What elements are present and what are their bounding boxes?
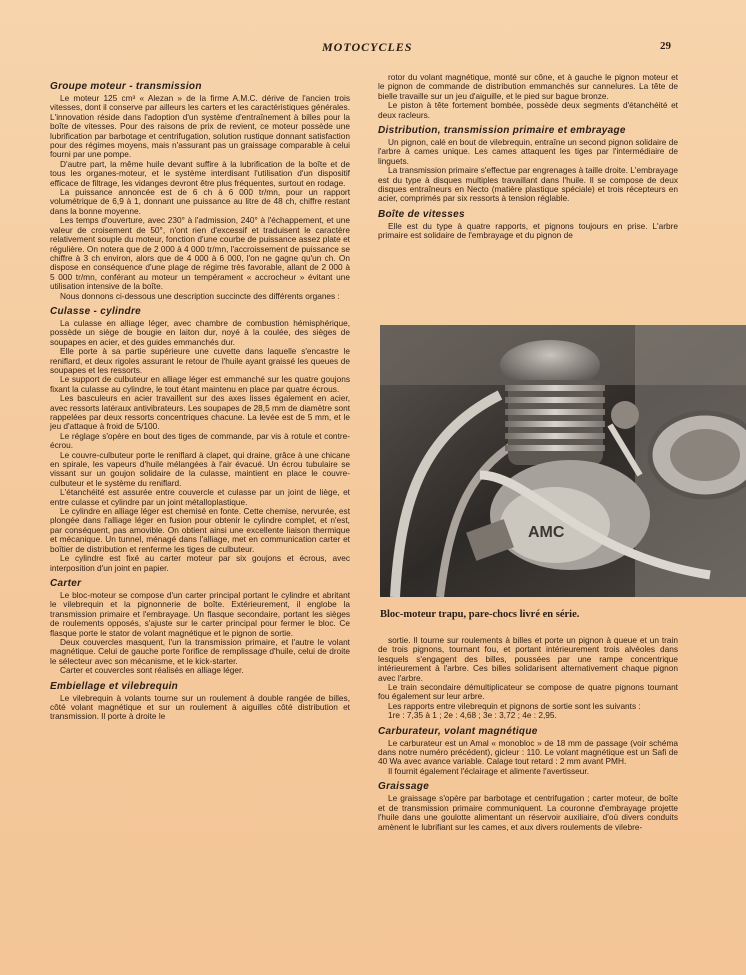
paragraph: Le piston à tête fortement bombée, possède deux segments d'étanchéité et deux racleurs. <box>378 100 678 120</box>
paragraph: Elle porte à sa partie supérieure une cuvette dans laquelle s'encastre le reniflard, et deux rigoles assurant le retour de l'huile ayant graissé les queues de soupapes et les ressorts. <box>50 346 350 375</box>
paragraph: La transmission primaire s'effectue par engrenages à taille droite. L'embrayage est du type à disques multiples travaillant dans l'huile. Il se compose de deux disques entraîneurs en Necto (matière plastique spéciale) et trois récepteurs en acier, comprimés par six ressorts à tension réglable. <box>378 165 678 204</box>
paragraph: La puissance annoncée est de 6 ch à 6 000 tr/mn, pour un rapport volumétrique de 6,9 à 1, donnant une puissance au litre de 48 ch, chiffre restant dans la bonne moyenne. <box>50 187 350 216</box>
section-heading: Groupe moteur - transmission <box>50 81 202 92</box>
running-header: MOTOCYCLES <box>322 40 413 54</box>
paragraph: Le bloc-moteur se compose d'un carter principal portant le cylindre et abritant le vilebrequin et la pignonnerie de boîte. Extérieurement, il englobe la transmission primaire et l'embrayage. Un flasque secondaire, portant les sièges de roulements opposés, s'ajuste sur le carter principal pour fermer le bloc. Ce flasque porte le stator de volant magnétique et le pignon de sortie. <box>50 589 350 638</box>
paragraph: Le vilebrequin à volants tourne sur un roulement à double rangée de billes, côté volant magnétique et sur un roulement à aiguilles côté distribution et transmission. Il porte à droite le <box>50 692 350 722</box>
paragraph: Un pignon, calé en bout de vilebrequin, entraîne un second pignon solidaire de l'arbre à cames unique. Les cames attaquent les tiges par l'intermédiaire de linguets. <box>378 137 678 166</box>
paragraph: Deux couvercles masquent, l'un la transmission primaire, et l'autre le volant magnétique. Celui de gauche porte l'orifice de remplissage d'huile, celui de droite le sélecteur avec son mécanisme, et le kick-starter. <box>50 636 350 666</box>
paragraph: Le graissage s'opère par barbotage et centrifugation ; carter moteur, de boîte et de transmission primaire communiquent. La couronne d'embrayage projette l'huile dans une goulotte alimentant un réservoir auxiliaire, d'où divers conduits amènent le lubrifiant sur les cames, et aux divers roulements de vilebre- <box>378 793 678 832</box>
section-heading: Carter <box>50 577 82 589</box>
section-heading: Embiellage et vilebrequin <box>50 680 179 692</box>
right-column-bottom <box>378 636 678 832</box>
engine-illustration <box>380 325 746 597</box>
paragraph: Le cylindre est fixé au carter moteur par six goujons et écrous, avec interposition d'un joint en papier. <box>50 553 350 573</box>
paragraph: sortie. Il tourne sur roulements à billes et porte un pignon à queue et un train de trois pignons, tournant fou, et portant intérieurement trois alvéoles dans lesquels s'engagent des billes, poussées par une rampe concentrique intérieurement à l'arbre. Ces billes solidarisent alternativement chaque pignon avec l'arbre. <box>378 635 678 683</box>
section-heading: Distribution, transmission primaire et embrayage <box>378 125 626 137</box>
paragraph: Les basculeurs en acier travaillent sur des axes lisses également en acier, avec ressorts latéraux antivibrateurs. Les soupapes de 28,5 mm de diamètre sont rappelées par deux ressorts concentriques chacune. La levée est de 5 mm, et le jeu d'attaque à froid de 5/100. <box>50 393 350 432</box>
paragraph: Le support de culbuteur en alliage léger est emmanché sur les quatre goujons fixant la culasse au cylindre, le tout étant maintenu en place par quatre écrous. <box>50 374 350 394</box>
paragraph: Le carburateur est un Amal « monobloc » de 18 mm de passage (voir schéma dans notre numéro précédent), gicleur : 110. Le volant magnétique est un Safi de 40 Wa avec avance variable. Calage tout retard : 2 mm avant PMH. <box>378 737 678 767</box>
paragraph: Elle est du type à quatre rapports, et pignons toujours en prise. L'arbre primaire est solidaire de l'embrayage et du pignon de <box>378 220 678 241</box>
paragraph: Nous donnons ci-dessous une description succincte des différents organes : <box>60 290 340 301</box>
section-heading: Graissage <box>378 781 430 793</box>
paragraph: D'autre part, la même huile devant suffire à la lubrification de la boîte et de tous les organes-moteur, et le système interdisant l'utilisation d'un dispositif efficace de filtrage, les vidanges devront être plus fréquentes, surtout en rodage. <box>50 158 350 188</box>
section-heading: Carburateur, volant magnétique <box>378 725 538 737</box>
left-column <box>50 76 350 722</box>
paragraph: L'étanchéité est assurée entre couvercle et culasse par un joint de liège, et entre culasse et cylindre par un joint métalloplastique. <box>50 487 350 507</box>
paragraph: Il fournit également l'éclairage et alimente l'avertisseur. <box>388 765 590 776</box>
paragraph: Le réglage s'opère en bout des tiges de commande, par vis à rotule et contre-écrou. <box>50 430 350 451</box>
right-column-top <box>378 73 678 241</box>
engine-stamp: AMC <box>528 524 565 541</box>
section-heading: Boîte de vitesses <box>378 208 465 220</box>
photo-caption: Bloc-moteur trapu, pare-chocs livré en série. <box>380 609 580 620</box>
page-number: 29 <box>660 40 671 52</box>
paragraph: La culasse en alliage léger, avec chambre de combustion hémisphérique, possède un siège de bougie en laiton dur, noyé à la coulée, des sièges de soupapes en acier, et des guides emmanchés dur. <box>50 317 350 347</box>
engine-photo <box>380 325 746 597</box>
paragraph: Le couvre-culbuteur porte le reniflard à clapet, qui draine, grâce à une chicane en spirale, les vapeurs d'huile mélangées à l'air évacué. Un écrou tubulaire se vissant sur un goujon solidaire de la culasse, maintient en place le couvre-culbuteur et le système du reniflard. <box>50 449 350 488</box>
paragraph: Les temps d'ouverture, avec 230° à l'admission, 240° à l'échappement, et une valeur de croisement de 50°, n'ont rien d'excessif et traduisent le caractère relativement souple du moteur, fonction d'une courbe de puissance assez plate et régulière. On notera que de 2 000 à 4 000 tr/mn, l'accroissement de puissance se chiffre à 3 ch environ, alors que de 4 000 à 6 000, l'on ne gagne qu'un ch. On dispose en conséquence d'une plage de régime très favorable, allant de 2 000 à 5 000 tr/mn, conférant au moteur un tempérament « accrocheur » évitant une utilisation intensive de la boîte. <box>50 215 350 292</box>
paragraph: rotor du volant magnétique, monté sur cône, et à gauche le pignon moteur et le pignon de commande de distribution emmanchés sur cannelures. La tête de bielle travaille sur un jeu d'aiguille, et le pied sur bague bronze. <box>378 72 678 101</box>
paragraph: Le moteur 125 cm³ « Alezan » de la firme A.M.C. dérive de l'ancien trois vitesses, dont il conserve par ailleurs les carters et les caractéristiques générales. L'innovation réside dans l'adoption d'un système d'entraînement à billes pour la boîte de vitesses. Pour des raisons de prix de revient, ce moteur possède une lubrification par barbotage et centrifugation, solution rustique donnant satisfaction pour des régimes moyens, mais n'assurant pas un graissage comparable à celui fourni par une pompe. <box>50 93 350 160</box>
paragraph: Le train secondaire démultiplicateur se compose de quatre pignons tournant fou également sur leur arbre. <box>378 682 678 702</box>
paragraph: Les rapports entre vilebrequin et pignons de sortie sont les suivants : <box>388 700 641 711</box>
paragraph: Carter et couvercles sont réalisés en alliage léger. <box>60 665 244 676</box>
gear-ratios: 1re : 7,35 à 1 ; 2e : 4,68 ; 3e : 3,72 ; 4e : 2,95. <box>388 710 557 721</box>
section-heading: Culasse - cylindre <box>50 305 141 317</box>
paragraph: Le cylindre en alliage léger est chemisé en fonte. Cette chemise, nervurée, est plongée dans l'alliage léger en fusion pour obtenir le cylindre complet, et n'est, par conséquent, pas amovible. On obtient ainsi une excellente liaison thermique et mécanique. Un tunnel, ménagé dans l'alliage, met en communication carter et boîtier de distribution et renferme les tiges de culbuteur. <box>50 506 350 554</box>
